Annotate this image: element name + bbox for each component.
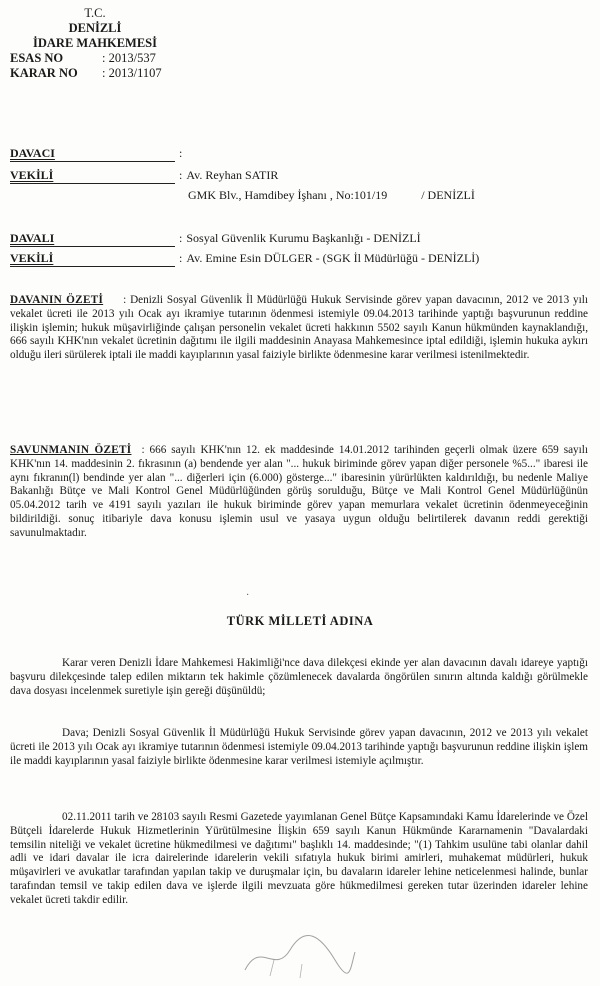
davali-label: DAVALI bbox=[10, 231, 175, 247]
vekili2-row bbox=[10, 251, 479, 267]
court-header bbox=[10, 6, 180, 81]
karar-value: : 2013/1107 bbox=[102, 66, 162, 80]
vekili2-colon: : bbox=[179, 251, 183, 265]
vekili2-value: Av. Emine Esin DÜLGER - (SGK İl Müdürlüğü - DENİZLİ) bbox=[186, 251, 480, 265]
davaci-colon: : bbox=[179, 146, 183, 160]
esas-value: : 2013/537 bbox=[102, 51, 156, 65]
esas-row bbox=[10, 51, 180, 66]
body-paragraph-2: Dava; Denizli Sosyal Güvenlik İl Müdürlüğü Hukuk Servisinde görev yapan davacının, 2012 ve 2013 yılı vekalet ücreti ile 2013 yılı Ocak ayı ikramiye tutarının ödenmesi istemiyle 09.04.2013 tarihinde yaptığı başvurunun reddine ilişkin işlem ile maddi kayıplarının yasal faiziyle birlikte ödenmesine karar verilmesi istemiyle açılmıştır. bbox=[10, 727, 588, 767]
court-city: DENİZLİ bbox=[68, 21, 122, 35]
defense-summary-text: : 666 sayılı KHK'nın 12. ek maddesinde 14.01.2012 tarihinden geçerli olmak üzere 659 sayılı KHK'nın 14. maddesinin 2. fıkrasının (a) bendende yer alan "... hukuk biriminde görev yapan diğer personele %5..." ibaresi ile aynı fıkranın(l) bendinde yer alan "... diğerleri için (6.000) gösterge..." ibaresinin yürürlükten kaldırıldığı, bu nedenle Maliye Bakanlığı Bütçe ve Mali Kontrol Genel Müdürlüğünden görüş sorulduğu, Bütçe ve Mali Kontrol Genel Müdürlüğünün 05.04.2012 tarih ve 4191 sayılı yazıları ile hukuk biriminde görev yapan memurlara vekalet ücretinin ödenmeyeceğinin bildirildiği. sonuç itibariyle dava konusu işlemin usul ve yasaya uygun olduğu belirtilerek davanın reddi gerektiği savunulmaktadır. bbox=[10, 444, 588, 539]
davali-row bbox=[10, 231, 479, 247]
davaci-row bbox=[10, 146, 475, 162]
body-paragraph-3: 02.11.2011 tarih ve 28103 sayılı Resmi Gazetede yayımlanan Genel Bütçe Kapsamındaki Kamu İdarelerinde ve Özel Bütçeli İdarelerde Hukuk Hizmetlerinin Yürütülmesine İlişkin 659 sayılı Kanun Hükmünde Kararnamenin "Davalardaki temsilin niteliği ve vekalet ücretine hükmedilmesi ve dağıtımı" başlıklı 14. maddesinde; "(1) Tahkim usulüne tabi olanlar dahil adli ve idari davalar ile icra dairelerinde idarelerin vekili sıfatıyla hukuk birimi amirleri, muhakemat müdürleri, hukuk müşavirleri ve avukatlar tarafından yapılan takip ve duruşmalar için, bu davaların idareler lehine neticelenmesi halinde, bunlar tarafından temsil ve takip edilen dava ve işlerde ilgili mevzuata göre hükmedilmesi gereken tutar üzerinden idareler lehine vekalet ücreti takdir edilir. bbox=[10, 811, 588, 906]
plaintiff-block bbox=[10, 146, 475, 203]
court-name: İDARE MAHKEMESİ bbox=[33, 36, 157, 50]
case-summary-label: DAVANIN ÖZETİ bbox=[10, 294, 104, 306]
davaci-label: DAVACI bbox=[10, 146, 175, 162]
vekili1-address-row bbox=[10, 188, 475, 203]
vekili1-row bbox=[10, 168, 475, 184]
defense-summary-label: SAVUNMANIN ÖZETİ bbox=[10, 444, 132, 456]
defense-summary bbox=[10, 444, 588, 541]
vekili1-value: Av. Reyhan SATIR bbox=[186, 168, 279, 182]
karar-label: KARAR NO bbox=[10, 66, 78, 80]
defendant-block bbox=[10, 231, 479, 267]
section-heading: TÜRK MİLLETİ ADINA bbox=[226, 614, 374, 628]
esas-label: ESAS NO bbox=[10, 51, 64, 65]
tc-label: T.C. bbox=[84, 6, 106, 20]
vekili2-label: VEKİLİ bbox=[10, 251, 175, 267]
davali-value: Sosyal Güvenlik Kurumu Başkanlığı - DENİZLİ bbox=[186, 231, 421, 245]
case-summary-text: : Denizli Sosyal Güvenlik İl Müdürlüğü Hukuk Servisinde görev yapan davacının, 2012 ve 2013 yılı vekalet ücreti ile 2013 yılı Ocak ayı ikramiye tutarının ödenmesi istemiyle 09.04.2013 tarihinde yaptığı başvurunun reddine ilişkin işlemin; hukuk müşavirliğinde çalışan personelin vekalet ücreti hakkının 5502 sayılı Kanun hükmünden kaynaklandığı, 666 sayılı KHK'nın vekalet ücretinin dağıtımı ile ilgili maddesinin Anayasa Mahkemesince iptal edildiği, işlemin hukuka aykırı olduğu ileri sürülerek iptali ile maddi kayıplarının yasal faiziyle birlikte ödenmesine karar verilmesi istenilmektedir. bbox=[10, 294, 588, 362]
signature-scribble bbox=[240, 930, 360, 980]
vekili1-label: VEKİLİ bbox=[10, 168, 175, 184]
scan-dot: · bbox=[246, 590, 250, 601]
body-paragraph-1: Karar veren Denizli İdare Mahkemesi Hakimliği'nce dava dilekçesi ekinde yer alan davacının davalı idareye yaptığı başvuru dilekçesinde talep edilen miktarın tek hakimle çözümlenecek davalarda öngörülen sınırın altında kaldığı görülmekle dava dosyası incelenmek suretiyle işin gereği düşünüldü; bbox=[10, 657, 588, 697]
vekili1-city: / DENİZLİ bbox=[421, 188, 475, 202]
davali-colon: : bbox=[179, 231, 183, 245]
vekili1-colon: : bbox=[179, 168, 183, 182]
vekili1-address: GMK Blv., Hamdibey İşhanı , No:101/19 bbox=[188, 188, 388, 202]
karar-row bbox=[10, 66, 180, 81]
case-summary bbox=[10, 294, 588, 363]
